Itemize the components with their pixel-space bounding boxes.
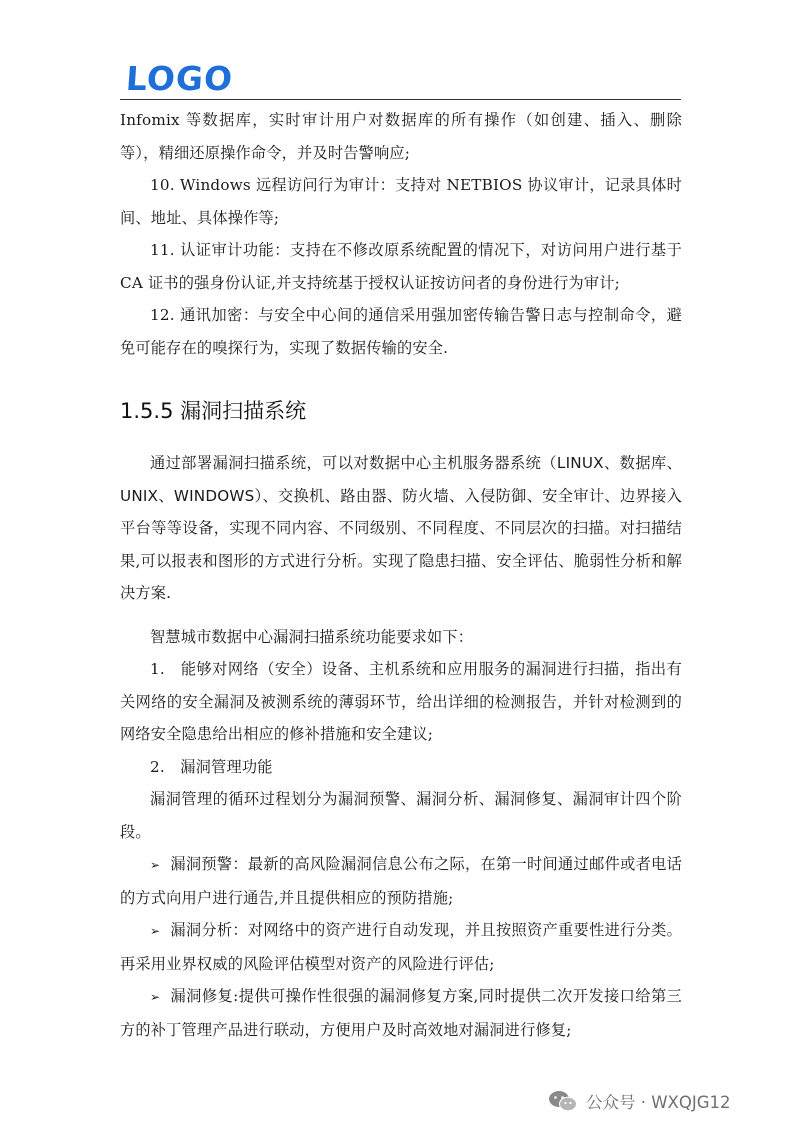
intro-unix-windows: UNIX、WINDOWS [120, 486, 255, 505]
paragraph-item-11: 11. 认证审计功能：支持在不修改原系统配置的情况下，对访问用户进行基于 CA 证书的强身份认证,并支持统基于授权认证按访问者的身份进行为审计; [120, 241, 682, 292]
watermark-text: 公众号 · WXQJG12 [586, 1093, 731, 1112]
bullet-repair [120, 980, 682, 1046]
bullet-analysis-text: 漏洞分析：对网络中的资产进行自动发现，并且按照资产重要性进行分类。再采用业界权威的风险评估模型对资产的风险进行评估; [120, 921, 682, 973]
wechat-icon [548, 1090, 578, 1112]
bullet-arrow-icon: ➢ [150, 990, 161, 1004]
paragraph-requirement-2: 2. 漏洞管理功能 [150, 757, 273, 776]
bullet-warning-text: 漏洞预警：最新的高风险漏洞信息公布之际，在第一时间通过邮件或者电话的方式向用户进行通告,并且提供相应的预防措施; [120, 855, 682, 907]
paragraph-cycle: 漏洞管理的循环过程划分为漏洞预警、漏洞分析、漏洞修复、漏洞审计四个阶段。 [120, 790, 682, 841]
section-heading: 1.5.5 漏洞扫描系统 [120, 399, 307, 423]
bullet-arrow-icon: ➢ [150, 924, 161, 938]
document-body [120, 104, 682, 1046]
bullet-analysis [120, 914, 682, 980]
intro-text-c: ）、交换机、路由器、防火墙、入侵防御、安全审计、边界接入平台等等设备，实现不同内容、不同级别、不同程度、不同层次的扫描。对扫描结果,可以报表和图形的方式进行分析。实现了隐患扫描、安全评估、脆弱性分析和解决方案. [120, 486, 682, 602]
paragraph-intro [120, 447, 682, 610]
bullet-repair-text: 漏洞修复:提供可操作性很强的漏洞修复方案,同时提供二次开发接口给第三方的补丁管理产品进行联动，方便用户及时高效地对漏洞进行修复; [120, 987, 682, 1039]
paragraph-item-12: 12. 通讯加密：与安全中心间的通信采用强加密传输告警日志与控制命令，避免可能存在的嗅探行为，实现了数据传输的安全. [120, 306, 682, 357]
header-divider [120, 99, 681, 100]
intro-text-b: 、数据库、 [603, 454, 683, 472]
paragraph-db-audit-continued: Infomix 等数据库，实时审计用户对数据库的所有操作（如创建、插入、删除等），精细还原操作命令，并及时告警响应; [120, 111, 682, 162]
bullet-warning [120, 848, 682, 914]
watermark [548, 1089, 731, 1113]
paragraph-item-10: 10. Windows 远程访问行为审计：支持对 NETBIOS 协议审计，记录具体时间、地址、具体操作等; [120, 176, 682, 227]
logo: LOGO [124, 59, 235, 98]
bullet-arrow-icon: ➢ [150, 858, 161, 872]
paragraph-requirements: 智慧城市数据中心漏洞扫描系统功能要求如下： [150, 627, 474, 646]
intro-linux: LINUX [556, 454, 604, 472]
paragraph-requirement-1: 1. 能够对网络（安全）设备、主机系统和应用服务的漏洞进行扫描，指出有关网络的安全漏洞及被测系统的薄弱环节，给出详细的检测报告，并针对检测到的网络安全隐患给出相应的修补措施和安全建议; [120, 660, 682, 743]
intro-text-a: 通过部署漏洞扫描系统，可以对数据中心主机服务器系统（ [150, 454, 557, 472]
